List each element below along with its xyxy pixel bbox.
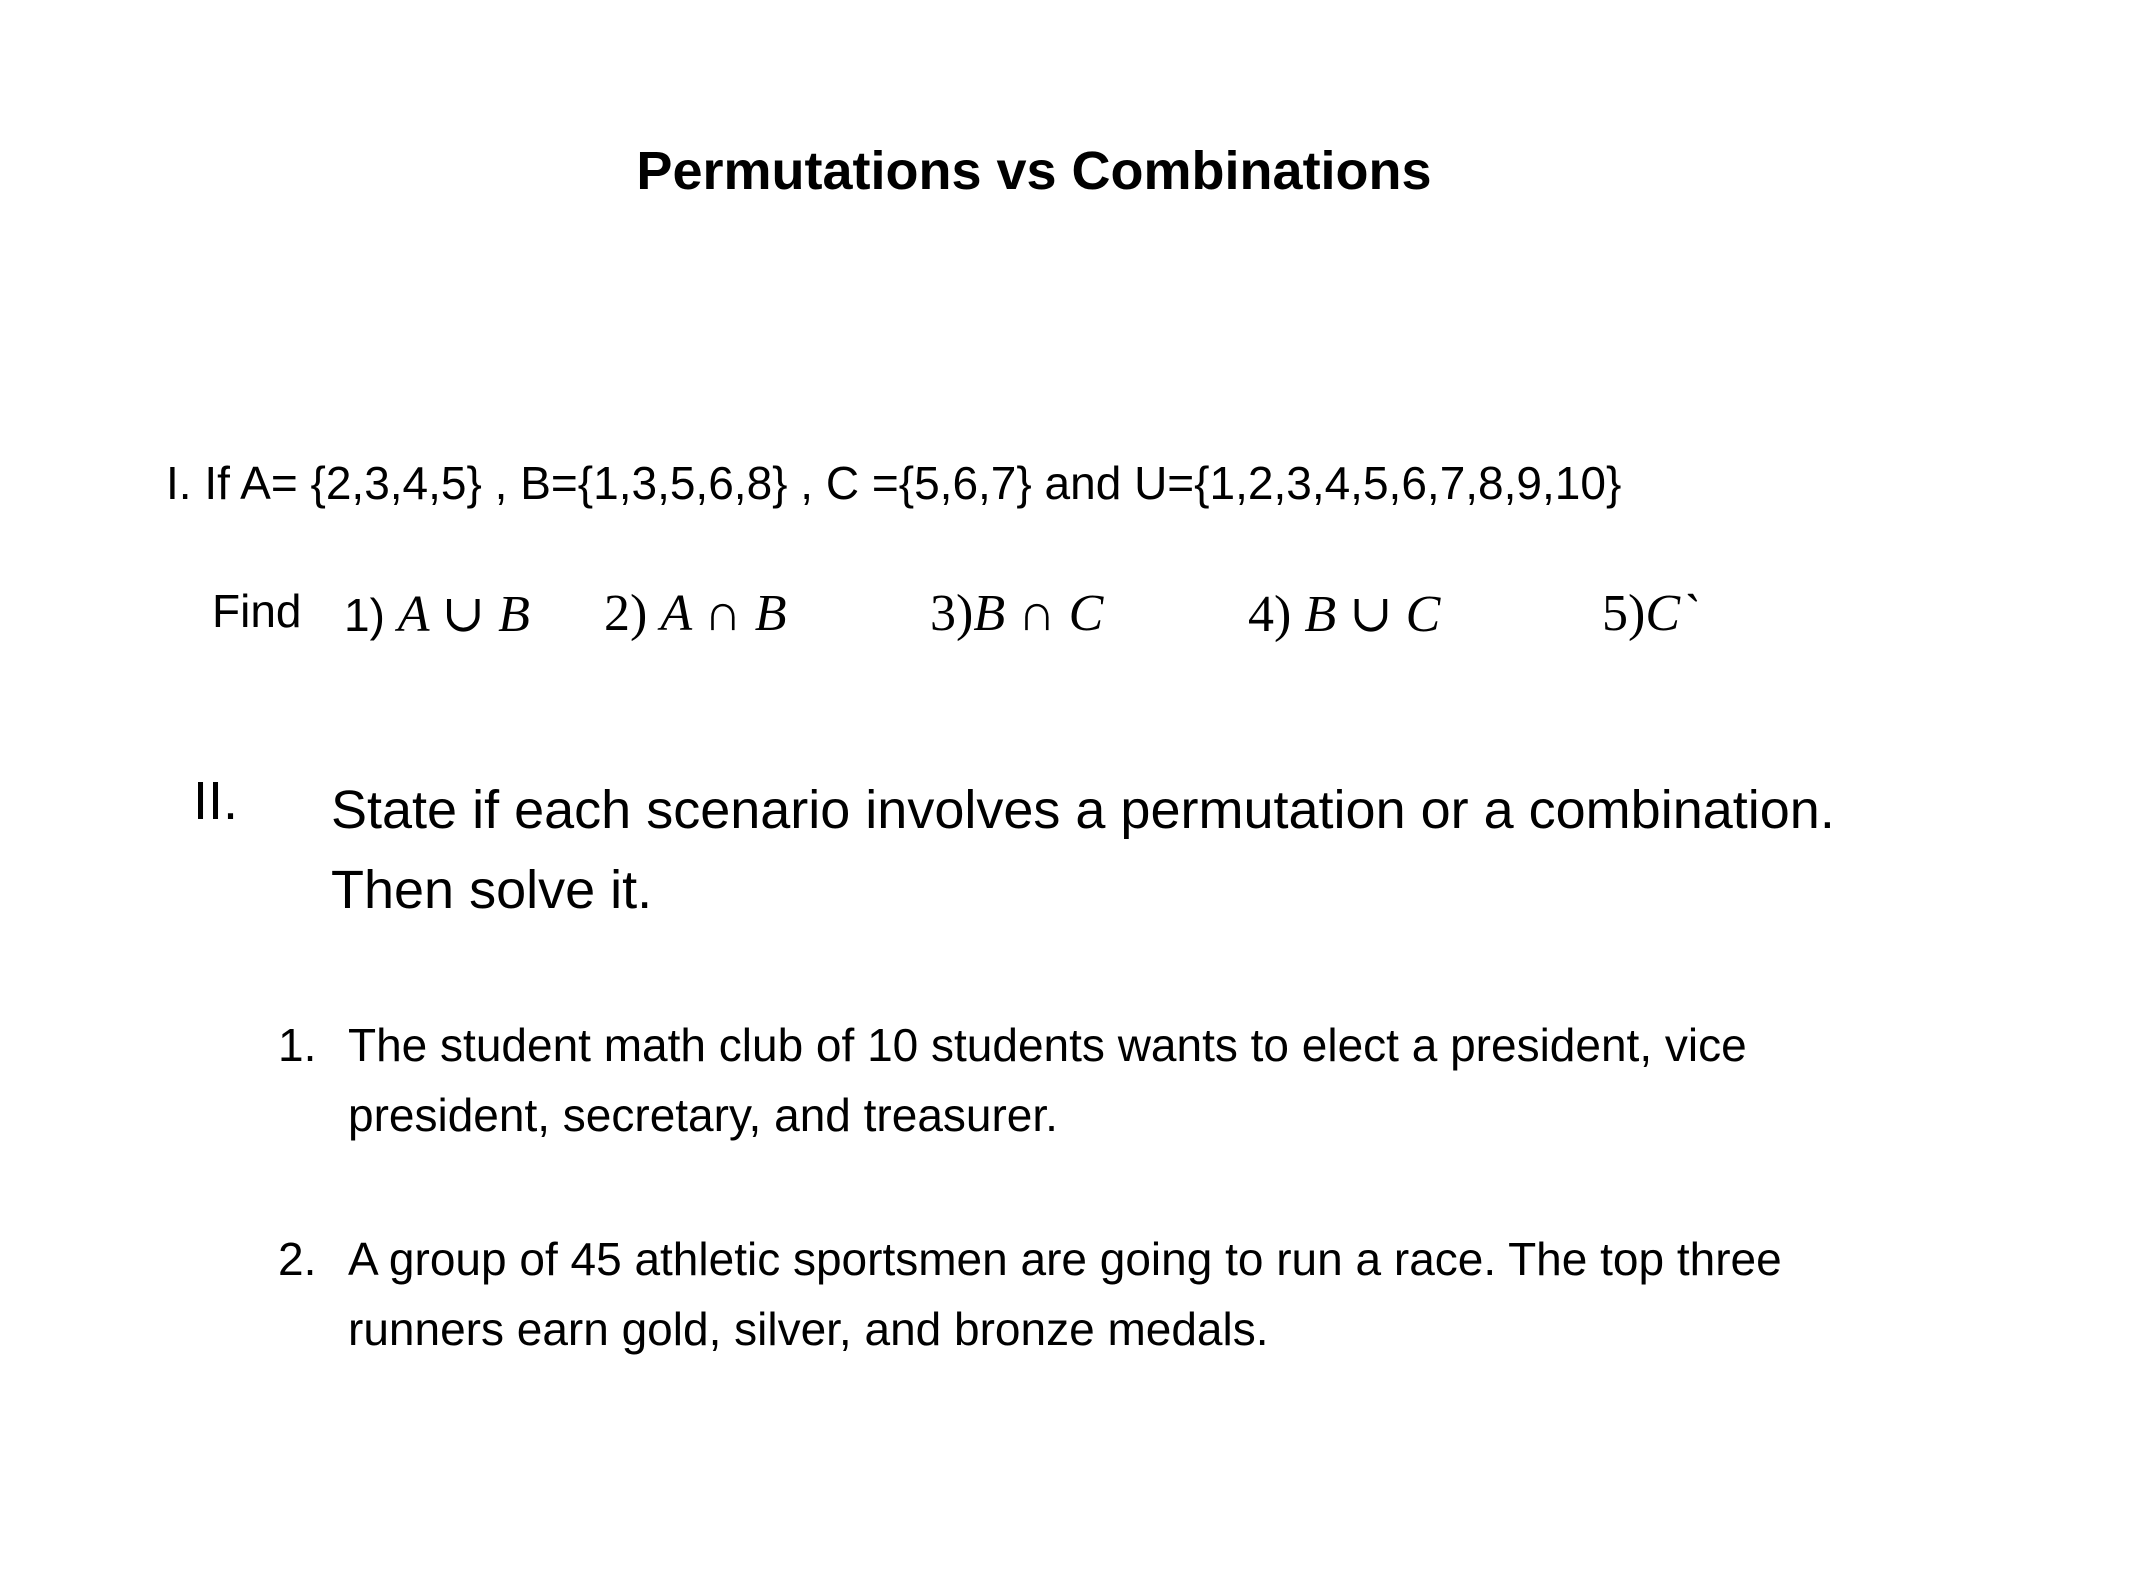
section-1-sets-definition: I. If A= {2,3,4,5} , B={1,3,5,6,8} , C ={5,6,7} and U={1,2,3,4,5,6,7,8,9,10} bbox=[166, 457, 1622, 509]
find-item-3-expression: B ∩ C bbox=[973, 585, 1104, 642]
find-label: Find bbox=[212, 585, 302, 637]
question-1-line-1: The student math club of 10 students wants to elect a president, vice bbox=[348, 1019, 1747, 1071]
page-title bbox=[0, 140, 2148, 202]
find-item-1-number: 1) bbox=[344, 589, 385, 641]
question-1-line-2: president, secretary, and treasurer. bbox=[348, 1089, 1058, 1141]
find-item-3-number: 3) bbox=[930, 585, 974, 642]
find-item-5 bbox=[1602, 584, 1697, 643]
find-item-3 bbox=[930, 584, 1103, 643]
section-2-numeral: II. bbox=[193, 771, 239, 831]
question-2-line-1: A group of 45 athletic sportsmen are going to run a race. The top three bbox=[348, 1233, 1782, 1285]
find-item-5-number: 5) bbox=[1602, 585, 1646, 642]
find-item-4 bbox=[1248, 584, 1440, 644]
section-2-line-1: State if each scenario involves a permutation or a combination. bbox=[331, 780, 1835, 840]
question-2-number: 2. bbox=[278, 1233, 317, 1285]
page-title-text: Permutations vs Combinations bbox=[636, 141, 1432, 201]
section-2-line-2: Then solve it. bbox=[331, 860, 653, 920]
find-item-2-number: 2) bbox=[604, 585, 648, 642]
find-item-4-number: 4) bbox=[1248, 586, 1292, 643]
find-item-5-expression: C` bbox=[1645, 585, 1698, 642]
question-2-line-2: runners earn gold, silver, and bronze medals. bbox=[348, 1303, 1269, 1355]
find-item-1-expression: A ∪ B bbox=[397, 586, 530, 643]
find-item-4-expression: B ∪ C bbox=[1304, 586, 1441, 643]
question-2-text bbox=[348, 1224, 2048, 1364]
section-2-instructions bbox=[331, 770, 2131, 930]
find-item-1 bbox=[344, 584, 530, 644]
question-1-text bbox=[348, 1010, 2048, 1150]
find-item-2 bbox=[604, 584, 786, 643]
question-1-number: 1. bbox=[278, 1019, 317, 1071]
find-item-2-expression: A ∩ B bbox=[660, 585, 787, 642]
